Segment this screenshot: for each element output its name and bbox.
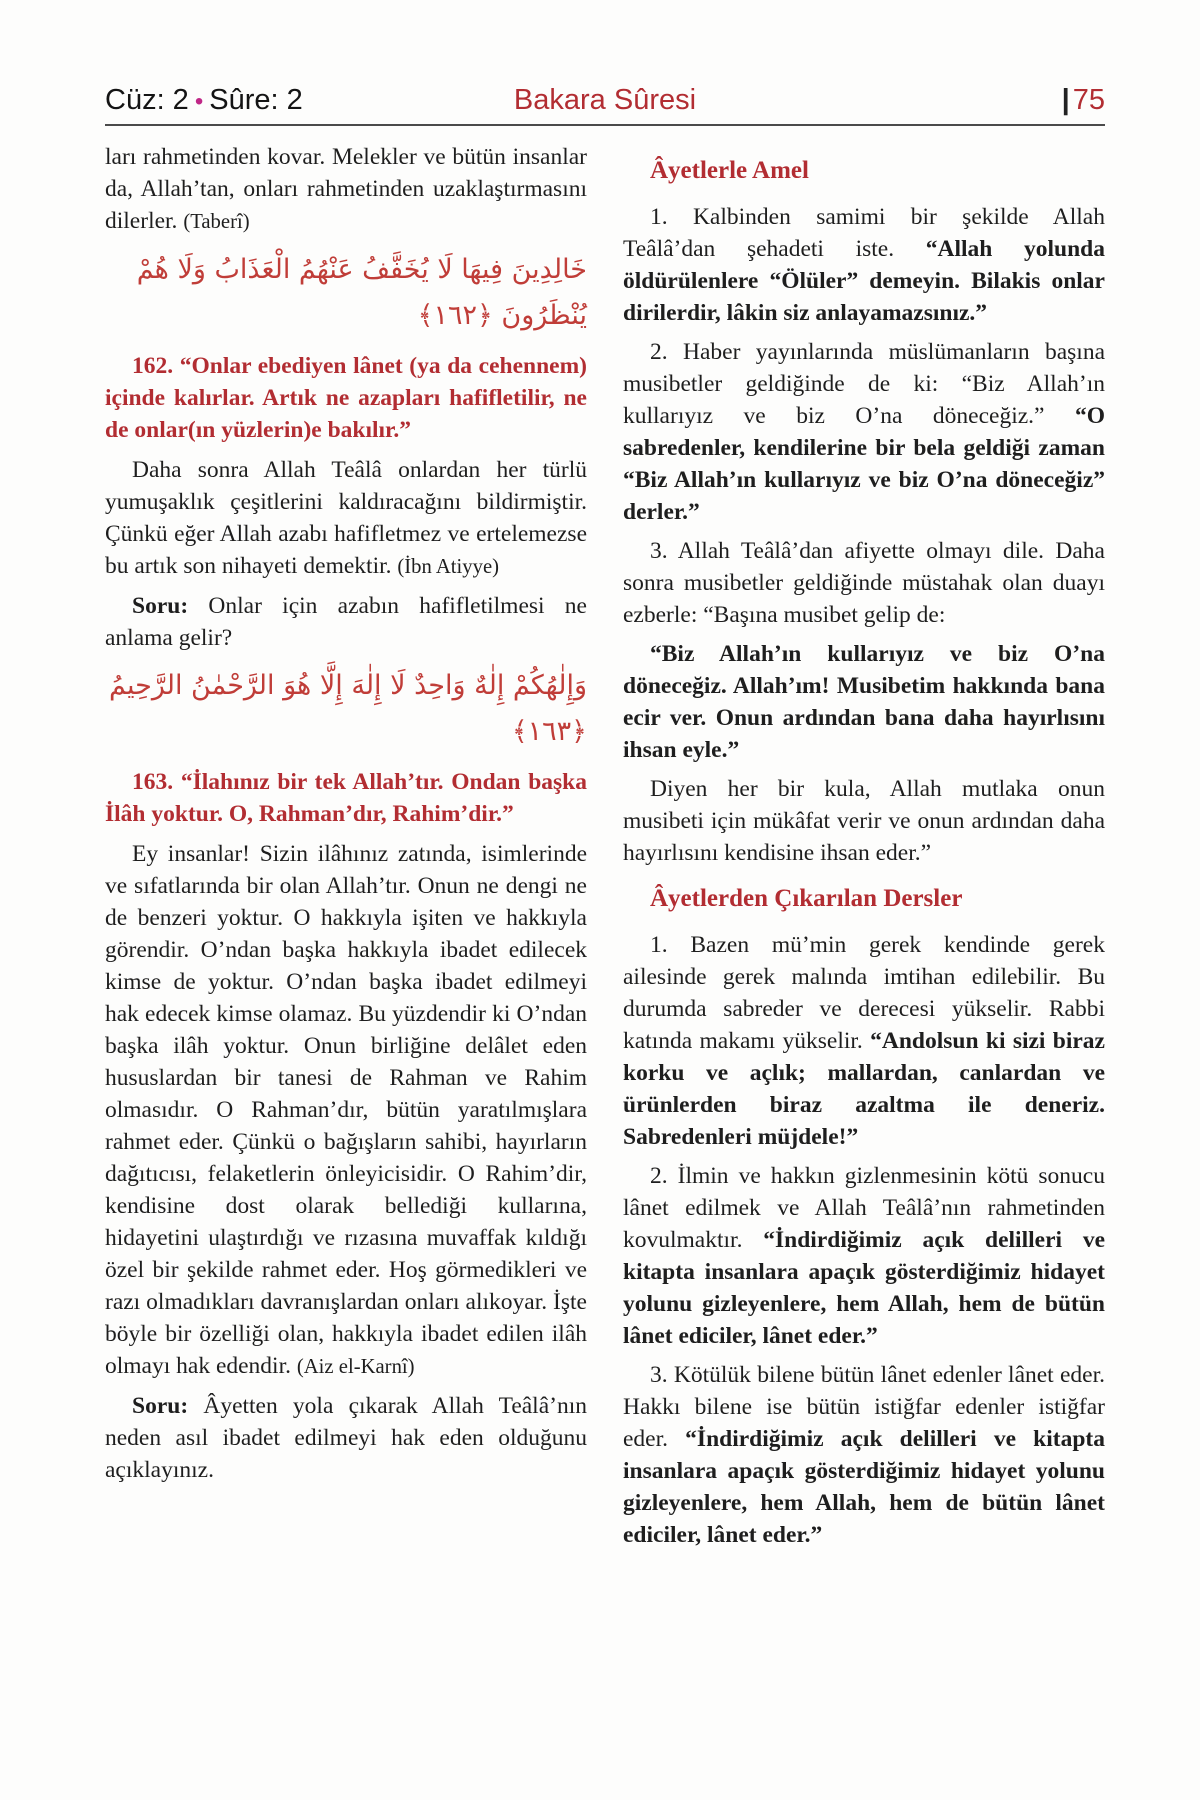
text-run-regular: Ey insanlar! Sizin ilâhınız zatında, isimlerinde ve sıfatlarında bir olan Allah’tır. Onun ne dengi ne de benzeri yoktur. O hakkıyla işiten ve hakkıyla görendir. O’ndan başka hakkıyla ibadet edilecek kimse de yoktur. O’ndan başka ibadet edilmeyi hak edecek kimse olamaz. Bu yüzdendir ki O’ndan başka ilâh yoktur. Onun birliğine delâlet eden hususlardan bir tanesi de Rahman ve Rahim olmasıdır. O Rahman’dır, bütün yaratılmışlara rahmet eder. Çünkü o bağışların sahibi, hayırların dağıtıcısı, felaketlerin önleyicisidir. O Rahim’dir, kendisine dost olarak bellediği kullarına, hidayetini ulaştırdığı ve rızasına muvaffak kıldığı özel bir şekilde rahmet eder. Hoş görmedikleri ve razı olmadıkları davranışlardan onları alıkoyar. İşte böyle bir özelliği olan, hakkıyla ibadet edilen ilâh olmayı hak edendir.: [105, 841, 587, 1379]
text-run-regular: 3. Allah Teâlâ’dan afiyette olmayı dile. Daha sonra musibetler geldiğinde müstahak olan duayı ezberle: “Başına musibet gelip de:: [623, 538, 1105, 628]
paragraph: [105, 838, 587, 1383]
verse-translation: [105, 350, 587, 446]
paragraph: [623, 201, 1105, 329]
section-heading: [623, 883, 1105, 915]
text-run-cite: (Aiz el-Karnî): [296, 1356, 415, 1378]
text-run-bold: “İndirdiğimiz açık delilleri ve kitapta insanlara apaçık gösterdiğimiz hidayet yolunu gizleyenlere, hem Allah, hem de bütün lânet ediciler, lânet eder.”: [623, 1227, 1106, 1349]
page-number-value: 75: [1072, 84, 1105, 116]
paragraph: [623, 773, 1105, 869]
text-run-bold: Âyetlerden Çıkarılan Dersler: [650, 885, 963, 912]
header-sure-label: Sûre: 2: [209, 84, 303, 116]
text-run-regular: 2. İlmin ve hakkın gizlenmesinin kötü sonucu lânet edilmek ve Allah Teâlâ’nın rahmetinden kovulmaktır.: [623, 1163, 1105, 1253]
sure-title-text: Bakara Sûresi: [513, 84, 697, 116]
page-number-bar: |: [1061, 84, 1070, 116]
two-column-text: [105, 141, 1105, 1558]
text-run-cite: (İbn Atiyye): [397, 556, 500, 578]
text-run-bold: “İndirdiğimiz açık delilleri ve kitapta insanlara apaçık gösterdiğimiz hidayet yolunu gizleyenlere, hem Allah, hem de bütün lânet ediciler, lânet eder.”: [623, 1426, 1105, 1548]
page-header: [105, 84, 1105, 126]
paragraph: [623, 1160, 1105, 1352]
text-run-bold: Âyetlerle Amel: [650, 157, 809, 184]
text-run-bold: 163. “İlahınız bir tek Allah’tır. Ondan başka İlâh yoktur. O, Rahman’dır, Rahim’dir.”: [105, 769, 587, 827]
text-run-regular: Daha sonra Allah Teâlâ onlardan her türlü yumuşaklık çeşitlerini kaldıracağını bildirmiştir. Çünkü eğer Allah azabı hafifletmez ve ertelemezse bu artık son nihayeti demektir.: [105, 457, 587, 579]
text-run-regular: 3. Kötülük bilene bütün lânet edenler lânet eder. Hakkı bilene ise bütün istiğfar edenler istiğfar eder.: [623, 1362, 1105, 1452]
verse-translation: [105, 766, 587, 830]
text-run-regular: 1. Bazen mü’min gerek kendinde gerek ailesinde gerek malında imtihan edilebilir. Bu durumda sabreder ve derecesi yükselir. Rabbi katında makamı yükselir.: [623, 932, 1105, 1054]
text-run-bold: 162. “Onlar ebediyen lânet (ya da cehennem) içinde kalırlar. Artık ne azapları hafifletilir, ne de onlar(ın yüzlerin)e bakılır.”: [105, 353, 587, 443]
header-juz-sure: [105, 84, 438, 117]
left-column: [105, 141, 587, 1558]
text-run-regular: Diyen her bir kula, Allah mutlaka onun musibeti için mükâfat verir ve onun ardından daha hayırlısını kendisine ihsan eder.”: [623, 776, 1105, 866]
header-dot-icon: •: [194, 88, 204, 115]
header-juz-label: Cüz: 2: [105, 84, 189, 116]
section-heading: [623, 155, 1105, 187]
text-run-bold: Soru:: [132, 593, 189, 619]
text-run-bold: “Biz Allah’ın kullarıyız ve biz O’na döneceğiz. Allah’ım! Musibetim hakkında bana ecir ver. Onun ardından bana daha hayırlısını ihsan eyle.”: [623, 641, 1105, 763]
text-run-regular: خَالِدِينَ فِيهَا لَا يُخَفَّفُ عَنْهُمُ الْعَذَابُ وَلَا هُمْ يُنْظَرُونَ ﴿١٦٢﴾: [136, 254, 587, 331]
text-run-bold: “O sabredenler, kendilerine bir bela geldiği zaman “Biz Allah’ın kullarıyız ve biz O’na döneceğiz” derler.”: [623, 403, 1105, 525]
text-run-regular: 1. Kalbinden samimi bir şekilde Allah Teâlâ’dan şehadeti iste.: [623, 204, 1105, 262]
text-run-bold: Soru:: [132, 1393, 189, 1419]
arabic-verse: [105, 663, 587, 755]
text-run-cite: (Taberî): [183, 211, 250, 233]
header-page-number: [772, 84, 1105, 117]
paragraph: [105, 1390, 587, 1486]
paragraph: [623, 1359, 1105, 1551]
text-run-bold: “Andolsun ki sizi biraz korku ve açlık; mallardan, canlardan ve ürünlerden biraz azaltma ile deneriz. Sabredenleri müjdele!”: [623, 1028, 1105, 1150]
right-column: [623, 141, 1105, 1558]
paragraph: [105, 141, 587, 238]
paragraph: [105, 454, 587, 583]
text-run-regular: ları rahmetinden kovar. Melekler ve bütün insanlar da, Allah’tan, onları rahmetinden uzaklaştırmasını dilerler.: [105, 144, 587, 234]
text-run-regular: Onlar için azabın hafifletilmesi ne anlama gelir?: [105, 593, 587, 651]
header-sure-title: [438, 84, 771, 117]
text-run-regular: 2. Haber yayınlarında müslümanların başına musibetler geldiğinde de ki: “Biz Allah’ın kullarıyız ve biz O’na döneceğiz.”: [623, 339, 1105, 429]
arabic-verse: [105, 247, 587, 339]
text-run-regular: وَإِلٰهُكُمْ إِلٰهٌ وَاحِدٌ لَا إِلٰهَ إِلَّا هُوَ الرَّحْمٰنُ الرَّحِيمُ ﴿١٦٣﴾: [109, 670, 587, 747]
paragraph: [623, 336, 1105, 528]
paragraph: [623, 535, 1105, 631]
paragraph: [623, 638, 1105, 766]
text-run-bold: “Allah yolunda öldürülenlere “Ölüler” demeyin. Bilakis onlar dirilerdir, lâkin siz anlayamazsınız.”: [623, 236, 1106, 326]
paragraph: [623, 929, 1105, 1153]
paragraph: [105, 590, 587, 654]
text-run-regular: Âyetten yola çıkarak Allah Teâlâ’nın neden asıl ibadet edilmeyi hak eden olduğunu açıklayınız.: [105, 1393, 587, 1483]
